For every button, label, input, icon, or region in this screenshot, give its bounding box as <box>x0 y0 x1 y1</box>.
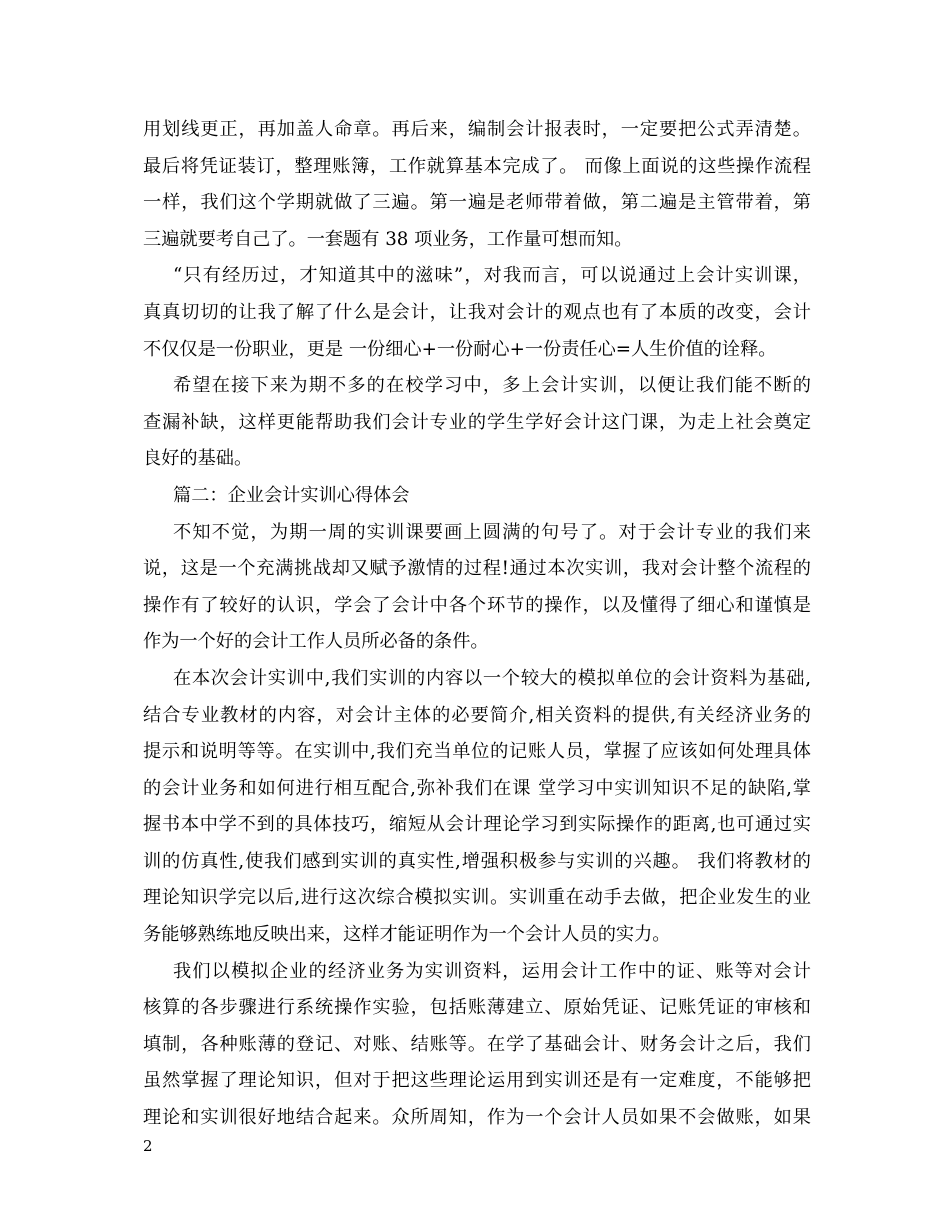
text-line: 务能够熟练地反映出来，这样才能证明作为一个会计人员的实力。 <box>143 924 671 946</box>
text-line: 用划线更正，再加盖人命章。再后来，编制会计报表时，一定要把公式弄清楚。 <box>143 119 811 140</box>
text-line: 操作有了较好的认识，学会了会计中各个环节的操作，以及懂得了细心和谨慎是 <box>143 594 811 616</box>
text-line: 查漏补缺，这样更能帮助我们会计专业的学生学好会计这门课，为走上社会奠定 <box>143 411 811 433</box>
text-line: 作为一个好的会计工作人员所必备的条件。 <box>143 631 489 653</box>
text-line: 最后将凭证装订，整理账簿，工作就算基本完成了。 而像上面说的这些操作流程 <box>143 155 811 177</box>
text-line: 训的仿真性,使我们感到实训的真实性,增强积极参与实训的兴趣。 我们将教材的 <box>143 850 811 872</box>
text-line: 虽然掌握了理论知识，但对于把这些理论运用到实训还是有一定难度，不能够把 <box>143 1070 811 1092</box>
text-line: 核算的各步骤进行系统操作实验，包括账薄建立、原始凭证、记账凭证的审核和 <box>143 997 811 1019</box>
text-line: 一样，我们这个学期就做了三遍。第一遍是老师带着做，第二遍是主管带着，第 <box>143 192 811 214</box>
text-line: 的会计业务和如何进行相互配合,弥补我们在课 堂学习中实训知识不足的缺陷,掌 <box>143 777 811 799</box>
text-line: 理论知识学完以后,进行这次综合模拟实训。实训重在动手去做，把企业发生的业 <box>143 887 811 909</box>
text-line: 良好的基础。 <box>143 448 253 470</box>
text-line: 理论和实训很好地结合起来。众所周知，作为一个会计人员如果不会做账，如果 <box>143 1107 811 1129</box>
text-line: 提示和说明等等。在实训中,我们充当单位的记账人员，掌握了应该如何处理具体 <box>143 741 811 763</box>
text-line: 不仅仅是一份职业，更是 一份细心+一份耐心+一份责任心=人生价值的诠释。 <box>143 338 777 360</box>
text-line: “只有经历过，才知道其中的滋味”，对我而言，可以说通过上会计实训课， <box>173 265 811 287</box>
text-line: 握书本中学不到的具体技巧，缩短从会计理论学习到实际操作的距离,也可通过实 <box>143 814 811 836</box>
text-line: 结合专业教材的内容，对会计主体的必要简介,相关资料的提供,有关经济业务的 <box>143 704 811 726</box>
document-body <box>143 112 811 1137</box>
text-line: 三遍就要考自己了。一套题有 38 项业务，工作量可想而知。 <box>143 228 633 250</box>
text-line: 填制，各种账薄的登记、对账、结账等。在学了基础会计、财务会计之后，我们 <box>143 1033 811 1055</box>
text-line: 真真切切的让我了解了什么是会计，让我对会计的观点也有了本质的改变，会计 <box>143 301 811 323</box>
text-line: 我们以模拟企业的经济业务为实训资料，运用会计工作中的证、账等对会计 <box>173 960 811 982</box>
page-number: 2 <box>143 1137 153 1155</box>
text-line: 不知不觉，为期一周的实训课要画上圆满的句号了。对于会计专业的我们来 <box>173 521 811 543</box>
section-heading: 篇二：企业会计实训心得体会 <box>173 484 410 506</box>
text-line: 希望在接下来为期不多的在校学习中，多上会计实训，以便让我们能不断的 <box>173 375 811 397</box>
text-line: 在本次会计实训中,我们实训的内容以一个较大的模拟单位的会计资料为基础, <box>173 667 811 689</box>
text-line: 说，这是一个充满挑战却又赋予激情的过程!通过本次实训，我对会计整个流程的 <box>143 558 811 580</box>
